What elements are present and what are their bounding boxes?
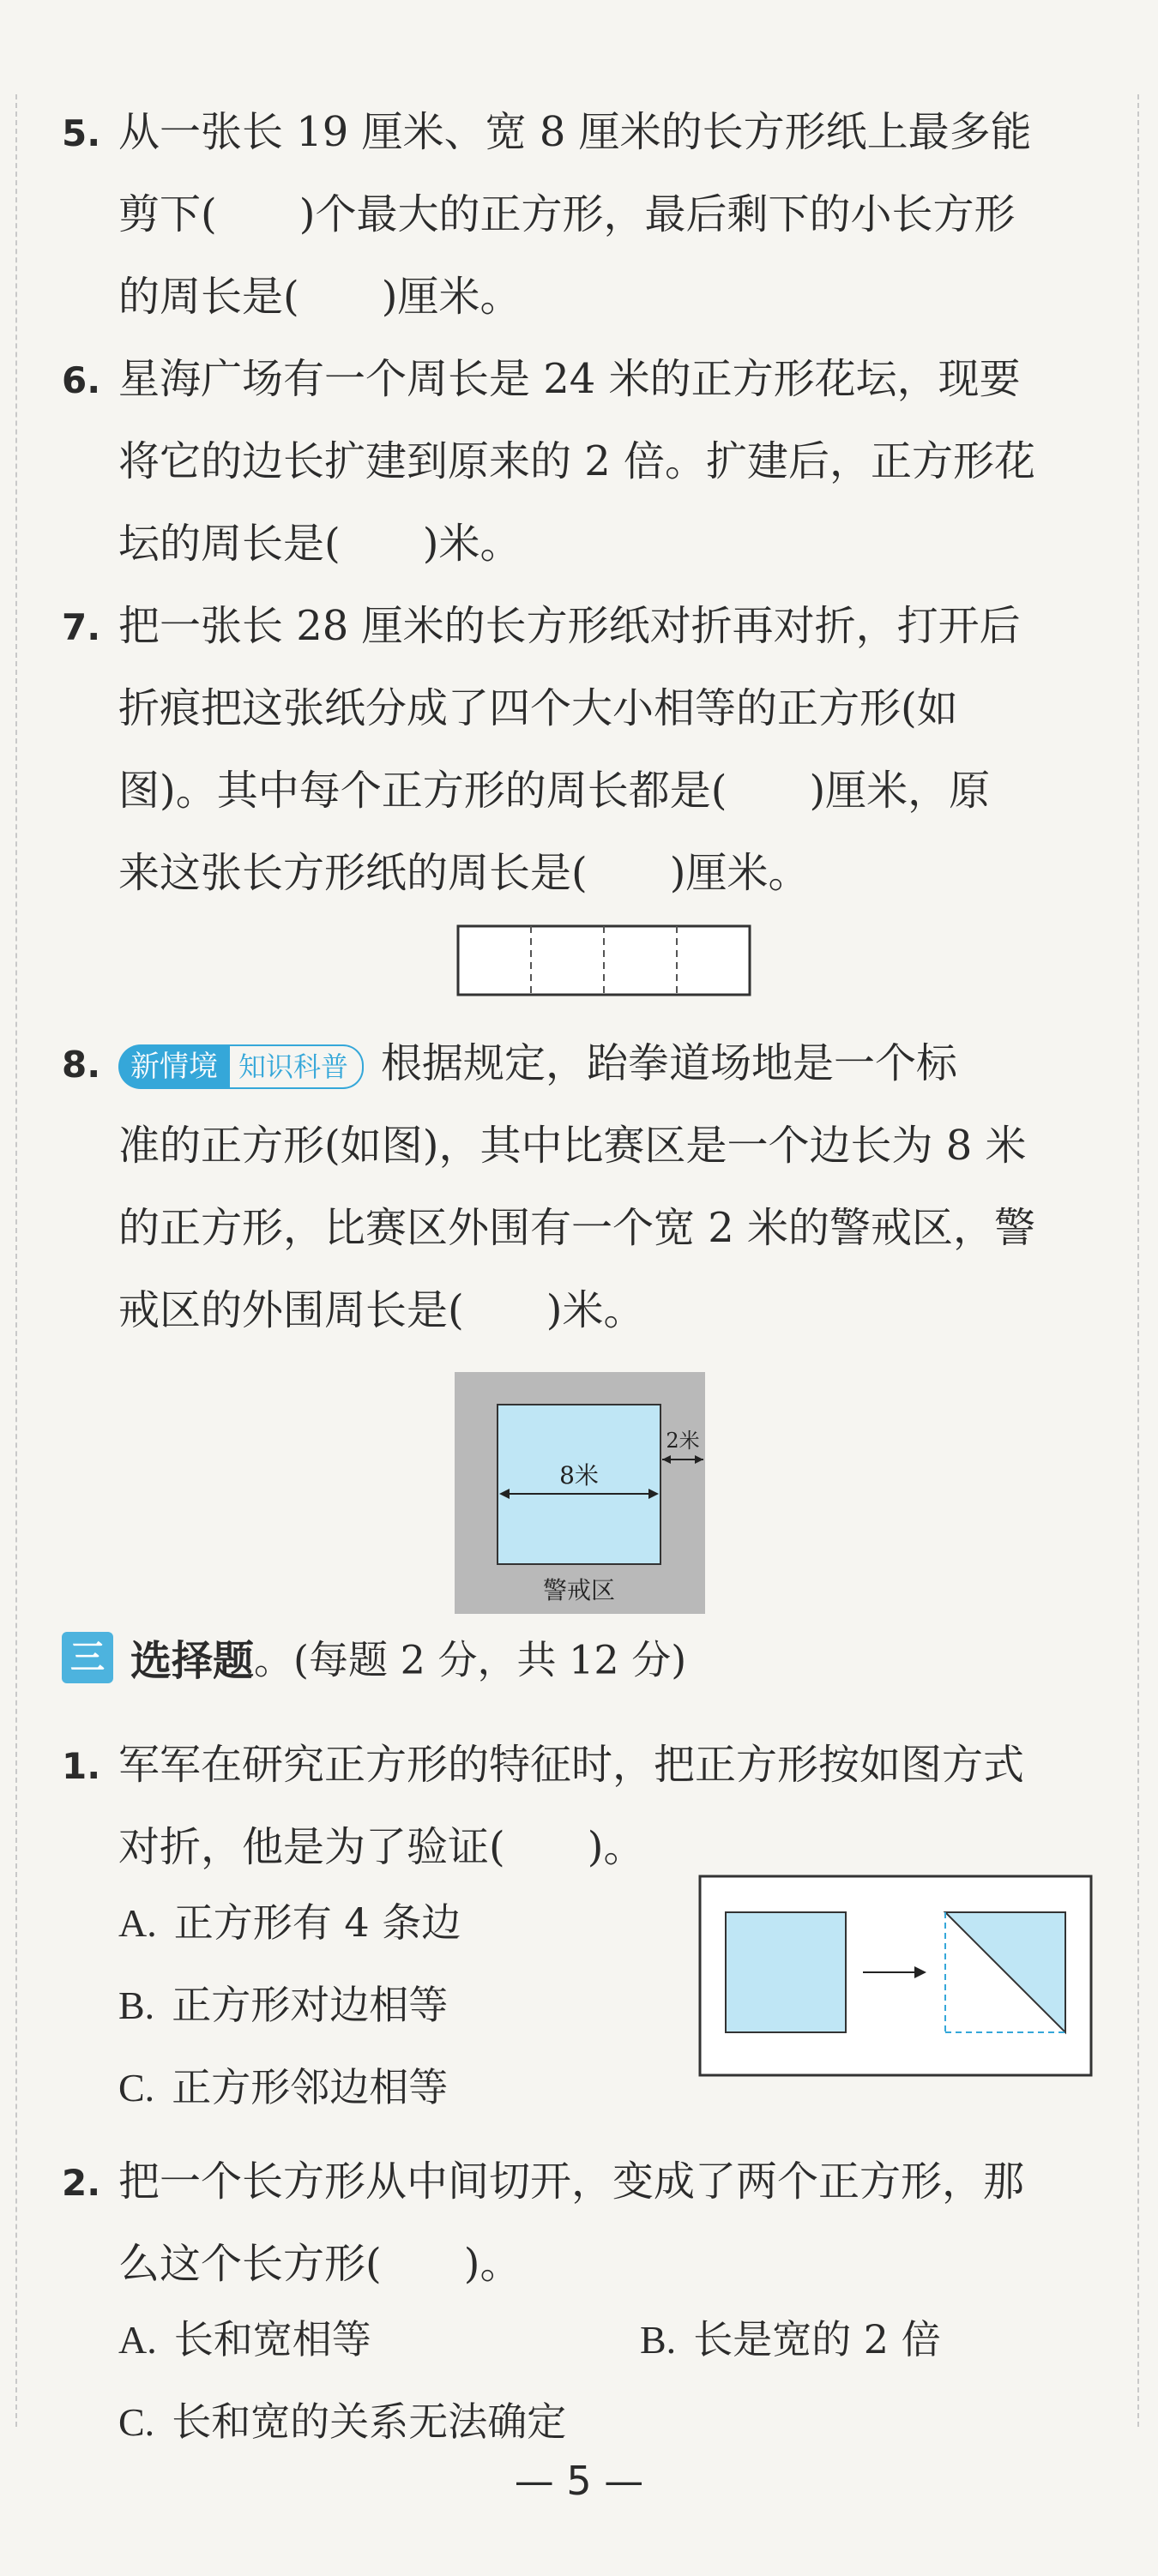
section-header xyxy=(62,1628,686,1688)
question-text-line: 么这个长方形( )。 xyxy=(118,2240,522,2288)
choice-question-2 xyxy=(62,2140,1091,2305)
question-8 xyxy=(62,1022,1091,1351)
option-letter: B. xyxy=(640,2318,677,2362)
question-text-line: 戒区的外围周长是( )米。 xyxy=(118,1286,645,1334)
taekwondo-field-figure xyxy=(455,1372,712,1621)
question-text-line: 折痕把这张纸分成了四个大小相等的正方形(如 xyxy=(118,684,958,732)
option-letter: A. xyxy=(118,2318,157,2362)
option-letter: C. xyxy=(118,2066,155,2110)
question-6 xyxy=(62,338,1091,585)
option-text: 正方形邻边相等 xyxy=(172,2064,449,2110)
question-5 xyxy=(62,91,1091,338)
question-text-line: 把一个长方形从中间切开，变成了两个正方形，那 xyxy=(118,2158,1025,2206)
question-number: 6. xyxy=(62,359,101,401)
page-number: — 5 — xyxy=(514,2458,644,2504)
question-text-line: 的周长是( )厘米。 xyxy=(118,273,522,321)
option-text: 正方形对边相等 xyxy=(172,1982,449,2028)
question-text-line: 的正方形，比赛区外围有一个宽 2 米的警戒区，警 xyxy=(118,1204,1036,1252)
question-number: 1. xyxy=(62,1745,101,1787)
inner-dimension-label: 8米 xyxy=(559,1461,599,1490)
question-text-line: 从一张长 19 厘米、宽 8 厘米的长方形纸上最多能 xyxy=(118,108,1032,156)
question-text-line: 根据规定，跆拳道场地是一个标 xyxy=(381,1039,958,1087)
question-7 xyxy=(62,585,1091,914)
option-text: 长和宽的关系无法确定 xyxy=(172,2398,567,2445)
question-text-line: 军军在研究正方形的特征时，把正方形按如图方式 xyxy=(118,1741,1025,1789)
original-square xyxy=(726,1912,846,2032)
section-score-note: 。(每题 2 分，共 12 分) xyxy=(254,1636,687,1683)
option-a[interactable] xyxy=(118,1897,461,1949)
folded-paper-figure xyxy=(455,923,755,1000)
left-dashed-margin xyxy=(15,94,17,2427)
option-letter: B. xyxy=(118,1983,155,2027)
option-text: 长是宽的 2 倍 xyxy=(693,2316,941,2362)
section-number-badge: 三 xyxy=(62,1632,113,1683)
paper-outline xyxy=(458,926,750,995)
option-letter: C. xyxy=(118,2400,155,2444)
question-number: 8. xyxy=(62,1044,101,1086)
question-number: 7. xyxy=(62,606,101,648)
new-context-tag: 新情境 xyxy=(118,1044,230,1089)
question-text-line: 来这张长方形纸的周长是( )厘米。 xyxy=(118,849,810,897)
option-c[interactable] xyxy=(118,2061,448,2114)
question-number: 2. xyxy=(62,2162,101,2204)
right-dashed-margin xyxy=(1137,94,1139,2427)
option-b[interactable] xyxy=(640,2314,941,2366)
option-c[interactable] xyxy=(118,2396,566,2448)
option-text: 长和宽相等 xyxy=(173,2316,371,2362)
question-text-line: 把一张长 28 厘米的长方形纸对折再对折，打开后 xyxy=(118,602,1021,650)
outer-dimension-label: 2米 xyxy=(666,1429,700,1453)
question-text-line: 星海广场有一个周长是 24 米的正方形花坛，现要 xyxy=(118,355,1021,403)
option-b[interactable] xyxy=(118,1979,448,2031)
question-text-line: 准的正方形(如图)，其中比赛区是一个边长为 8 米 xyxy=(118,1122,1027,1170)
square-fold-figure xyxy=(698,1875,1095,2080)
question-text-line: 将它的边长扩建到原来的 2 倍。扩建后，正方形花 xyxy=(118,437,1036,485)
question-number: 5. xyxy=(62,112,101,154)
question-text-line: 对折，他是为了验证( )。 xyxy=(118,1823,645,1871)
option-a[interactable] xyxy=(118,2314,371,2366)
warning-zone-label: 警戒区 xyxy=(542,1576,616,1604)
section-title: 选择题 xyxy=(130,1637,255,1685)
option-letter: A. xyxy=(118,1901,157,1945)
knowledge-tag: 知识科普 xyxy=(230,1044,364,1089)
option-text: 正方形有 4 条边 xyxy=(173,1899,461,1946)
question-text-line: 图)。其中每个正方形的周长都是( )厘米，原 xyxy=(118,767,991,815)
question-text-line: 剪下( )个最大的正方形，最后剩下的小长方形 xyxy=(118,190,1016,238)
choice-question-1 xyxy=(62,1724,1091,1888)
question-text-line: 坛的周长是( )米。 xyxy=(118,520,522,568)
